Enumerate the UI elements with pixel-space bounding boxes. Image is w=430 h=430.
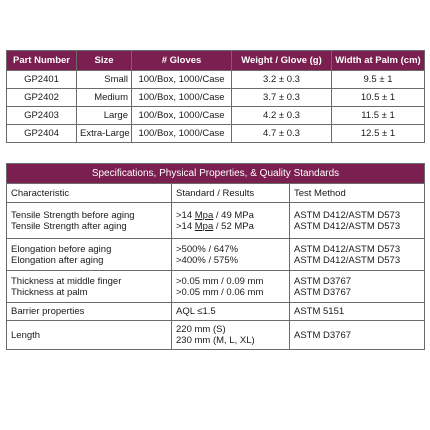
cell-standard xyxy=(172,271,290,303)
cell-method xyxy=(290,239,425,271)
line-text: ASTM D3767 xyxy=(294,275,352,287)
header-size: Size xyxy=(77,51,132,71)
cell-part-number: GP2402 xyxy=(7,89,77,107)
cell-weight: 4.7 ± 0.3 xyxy=(232,125,332,143)
line-text: >0.05 mm / 0.06 mm xyxy=(176,286,264,298)
line-text: >0.05 mm / 0.09 mm xyxy=(176,275,264,287)
cell-method xyxy=(290,271,425,303)
line-text: Tensile Strength before aging xyxy=(11,209,135,221)
line-text: Elongation after aging xyxy=(11,254,104,266)
header-gloves: # Gloves xyxy=(132,51,232,71)
header-part-number: Part Number xyxy=(7,51,77,71)
table-row xyxy=(7,125,425,143)
table-row xyxy=(7,71,425,89)
table-row xyxy=(7,303,425,321)
cell-size: Small xyxy=(77,71,132,89)
table-row xyxy=(7,321,425,350)
line-text: ASTM D412/ASTM D573 xyxy=(294,254,401,266)
cell-size: Medium xyxy=(77,89,132,107)
cell-method xyxy=(290,203,425,239)
spec-column-header-row xyxy=(7,184,425,203)
table-row xyxy=(7,89,425,107)
cell-part-number: GP2401 xyxy=(7,71,77,89)
line-text: ASTM D412/ASTM D573 xyxy=(294,243,401,255)
cell-method: ASTM D3767 xyxy=(290,321,425,350)
line-text: >400% / 575% xyxy=(176,254,239,266)
line-text: Thickness at middle finger xyxy=(11,275,122,287)
cell-width: 9.5 ± 1 xyxy=(332,71,425,89)
header-characteristic: Characteristic xyxy=(7,184,172,203)
line-text: 230 mm (M, L, XL) xyxy=(176,335,255,346)
text-suffix: / 49 MPa xyxy=(213,209,254,221)
line-text: Thickness at palm xyxy=(11,286,88,298)
underlined-text: Mpa xyxy=(194,220,214,232)
header-test-method: Test Method xyxy=(290,184,425,203)
cell-gloves: 100/Box, 1000/Case xyxy=(132,125,232,143)
underlined-text: Mpa xyxy=(194,209,214,221)
cell-width: 10.5 ± 1 xyxy=(332,89,425,107)
cell-size: Extra-Large xyxy=(77,125,132,143)
text-prefix: >14 xyxy=(176,220,195,232)
header-weight: Weight / Glove (g) xyxy=(232,51,332,71)
cell-characteristic xyxy=(7,271,172,303)
cell-method: ASTM 5151 xyxy=(290,303,425,321)
cell-weight: 3.2 ± 0.3 xyxy=(232,71,332,89)
line-text: Elongation before aging xyxy=(11,243,112,255)
cell-characteristic: Barrier properties xyxy=(7,303,172,321)
cell-standard xyxy=(172,321,290,350)
cell-characteristic: Length xyxy=(7,321,172,350)
cell-width: 11.5 ± 1 xyxy=(332,107,425,125)
cell-size: Large xyxy=(77,107,132,125)
glove-size-table xyxy=(6,50,425,143)
line-text xyxy=(176,210,285,221)
cell-weight: 3.7 ± 0.3 xyxy=(232,89,332,107)
text-suffix: / 52 MPa xyxy=(213,220,254,232)
cell-part-number: GP2403 xyxy=(7,107,77,125)
cell-gloves: 100/Box, 1000/Case xyxy=(132,71,232,89)
line-text: 220 mm (S) xyxy=(176,324,226,335)
cell-standard xyxy=(172,239,290,271)
cell-standard xyxy=(172,203,290,239)
cell-gloves: 100/Box, 1000/Case xyxy=(132,107,232,125)
header-standard-results: Standard / Results xyxy=(172,184,290,203)
spec-title-row xyxy=(7,164,425,184)
table-row xyxy=(7,239,425,271)
cell-gloves: 100/Box, 1000/Case xyxy=(132,89,232,107)
cell-characteristic xyxy=(7,239,172,271)
line-text: ASTM D412/ASTM D573 xyxy=(294,209,401,221)
table-row xyxy=(7,107,425,125)
line-text: ASTM D412/ASTM D573 xyxy=(294,220,401,232)
cell-width: 12.5 ± 1 xyxy=(332,125,425,143)
specifications-table xyxy=(6,163,425,350)
line-text: Tensile Strength after aging xyxy=(11,220,127,232)
line-text xyxy=(176,221,285,232)
cell-standard: AQL ≤1.5 xyxy=(172,303,290,321)
cell-part-number: GP2404 xyxy=(7,125,77,143)
table-row xyxy=(7,271,425,303)
header-width: Width at Palm (cm) xyxy=(332,51,425,71)
cell-weight: 4.2 ± 0.3 xyxy=(232,107,332,125)
text-prefix: >14 xyxy=(176,209,195,221)
line-text: >500% / 647% xyxy=(176,243,239,255)
line-text: ASTM D3767 xyxy=(294,286,352,298)
cell-characteristic xyxy=(7,203,172,239)
spec-table-title: Specifications, Physical Properties, & Quality Standards xyxy=(7,164,425,184)
table-row xyxy=(7,203,425,239)
size-table-header-row xyxy=(7,51,425,71)
